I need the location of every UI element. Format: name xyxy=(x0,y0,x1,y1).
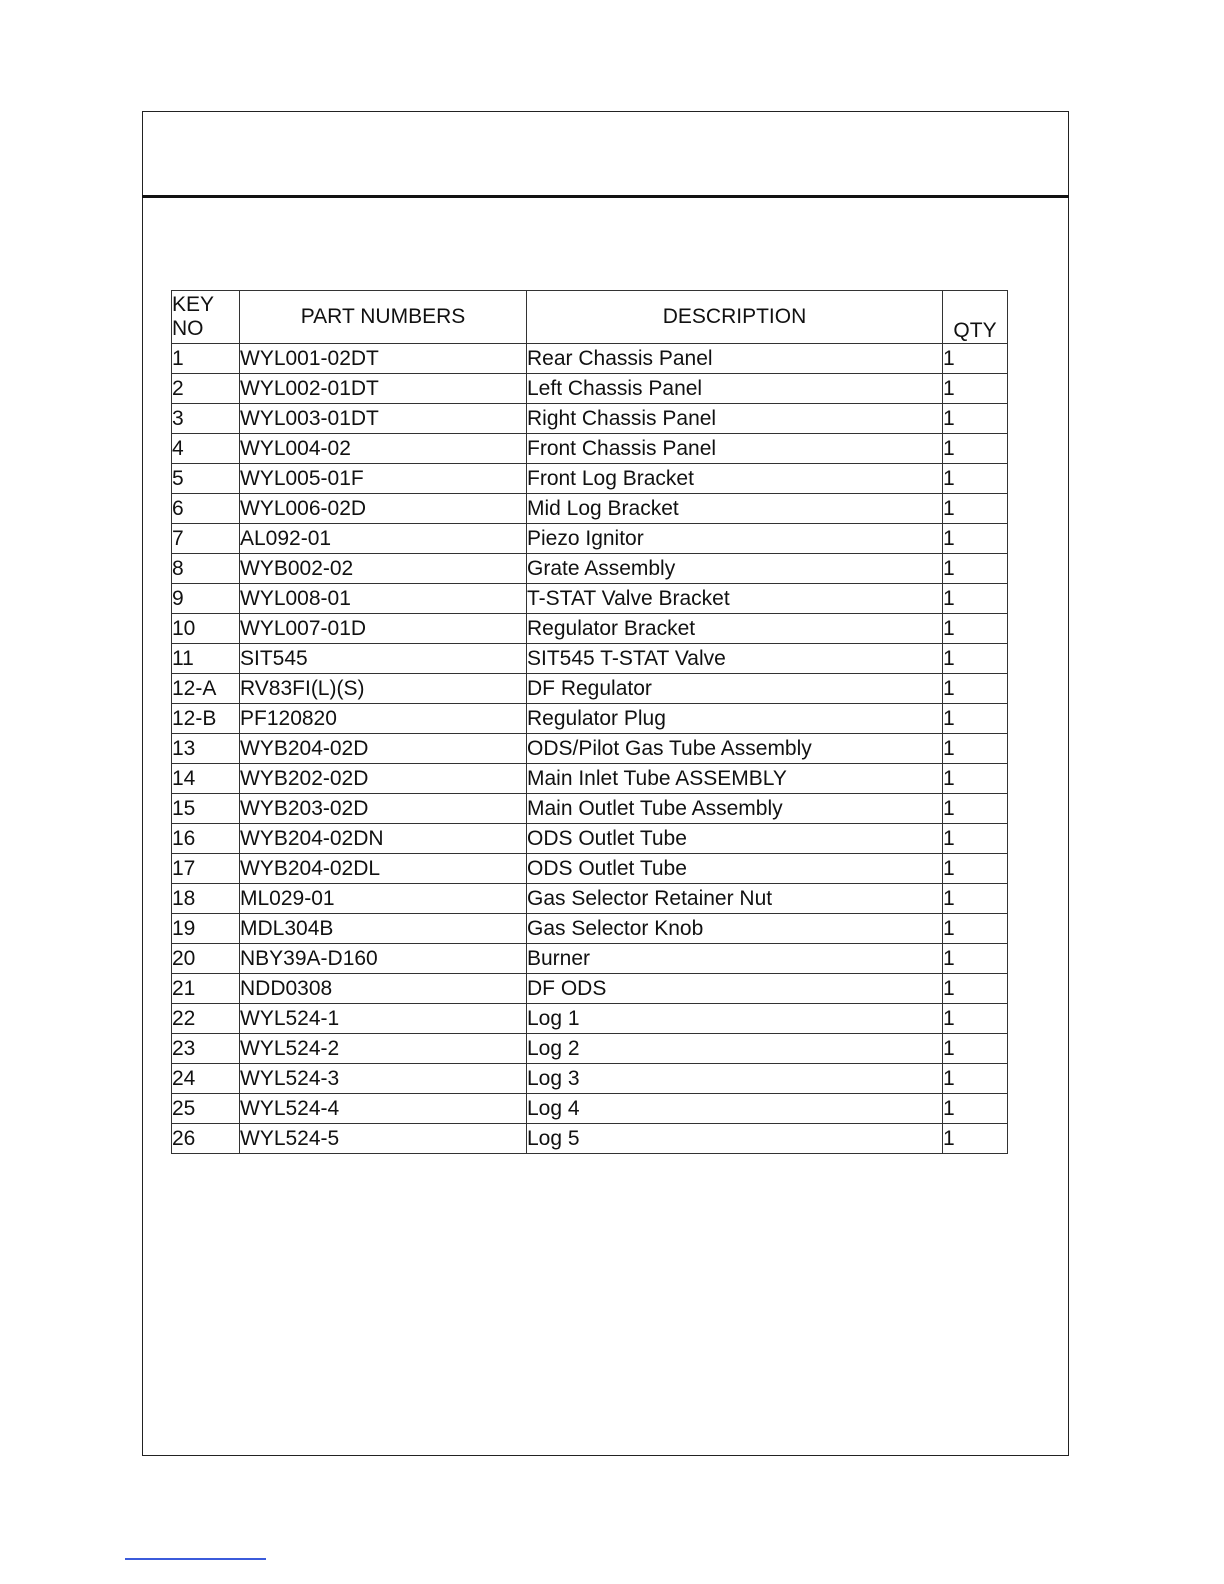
part-number-cell: WYB204-02D xyxy=(240,734,527,764)
part-number-cell: WYL524-5 xyxy=(240,1124,527,1154)
description-cell: DF ODS xyxy=(527,974,943,1004)
description-cell: Log 2 xyxy=(527,1034,943,1064)
part-number-cell: RV83FI(L)(S) xyxy=(240,674,527,704)
key-no-cell: 2 xyxy=(172,374,240,404)
description-cell: SIT545 T-STAT Valve xyxy=(527,644,943,674)
part-number-cell: NBY39A-D160 xyxy=(240,944,527,974)
key-no-cell: 24 xyxy=(172,1064,240,1094)
key-no-cell: 7 xyxy=(172,524,240,554)
qty-cell: 1 xyxy=(943,344,1008,374)
key-no-cell: 22 xyxy=(172,1004,240,1034)
qty-cell: 1 xyxy=(943,404,1008,434)
key-no-cell: 19 xyxy=(172,914,240,944)
table-row xyxy=(172,584,1008,614)
description-cell: Left Chassis Panel xyxy=(527,374,943,404)
parts-table xyxy=(171,290,1008,1154)
key-no-cell: 25 xyxy=(172,1094,240,1124)
description-cell: T-STAT Valve Bracket xyxy=(527,584,943,614)
key-no-cell: 11 xyxy=(172,644,240,674)
part-number-cell: WYL001-02DT xyxy=(240,344,527,374)
part-number-cell: ML029-01 xyxy=(240,884,527,914)
key-no-cell: 18 xyxy=(172,884,240,914)
qty-cell: 1 xyxy=(943,974,1008,1004)
part-number-cell: WYL005-01F xyxy=(240,464,527,494)
table-row xyxy=(172,944,1008,974)
key-no-cell: 20 xyxy=(172,944,240,974)
key-no-cell: 21 xyxy=(172,974,240,1004)
table-row xyxy=(172,554,1008,584)
key-no-cell: 13 xyxy=(172,734,240,764)
description-cell: Gas Selector Knob xyxy=(527,914,943,944)
key-no-cell: 12-B xyxy=(172,704,240,734)
qty-cell: 1 xyxy=(943,494,1008,524)
table-row xyxy=(172,854,1008,884)
table-row xyxy=(172,614,1008,644)
qty-cell: 1 xyxy=(943,374,1008,404)
key-no-cell: 14 xyxy=(172,764,240,794)
qty-cell: 1 xyxy=(943,914,1008,944)
description-cell: Main Outlet Tube Assembly xyxy=(527,794,943,824)
qty-cell: 1 xyxy=(943,794,1008,824)
description-cell: Gas Selector Retainer Nut xyxy=(527,884,943,914)
table-row xyxy=(172,524,1008,554)
description-cell: Regulator Bracket xyxy=(527,614,943,644)
description-cell: Right Chassis Panel xyxy=(527,404,943,434)
key-no-cell: 6 xyxy=(172,494,240,524)
table-row xyxy=(172,374,1008,404)
key-no-cell: 15 xyxy=(172,794,240,824)
table-row xyxy=(172,764,1008,794)
part-number-cell: WYB002-02 xyxy=(240,554,527,584)
qty-cell: 1 xyxy=(943,554,1008,584)
qty-cell: 1 xyxy=(943,1034,1008,1064)
table-row xyxy=(172,674,1008,704)
qty-cell: 1 xyxy=(943,434,1008,464)
qty-cell: 1 xyxy=(943,734,1008,764)
key-no-cell: 10 xyxy=(172,614,240,644)
key-no-cell: 26 xyxy=(172,1124,240,1154)
description-cell: ODS/Pilot Gas Tube Assembly xyxy=(527,734,943,764)
description-cell: Log 5 xyxy=(527,1124,943,1154)
part-number-cell: AL092-01 xyxy=(240,524,527,554)
part-number-cell: WYL004-02 xyxy=(240,434,527,464)
part-number-cell: WYL002-01DT xyxy=(240,374,527,404)
description-cell: ODS Outlet Tube xyxy=(527,824,943,854)
table-row xyxy=(172,464,1008,494)
table-row xyxy=(172,884,1008,914)
qty-cell: 1 xyxy=(943,764,1008,794)
header-description: DESCRIPTION xyxy=(527,291,943,344)
part-number-cell: WYB204-02DL xyxy=(240,854,527,884)
key-no-cell: 23 xyxy=(172,1034,240,1064)
qty-cell: 1 xyxy=(943,1124,1008,1154)
key-no-cell: 12-A xyxy=(172,674,240,704)
part-number-cell: PF120820 xyxy=(240,704,527,734)
part-number-cell: NDD0308 xyxy=(240,974,527,1004)
table-row xyxy=(172,914,1008,944)
part-number-cell: SIT545 xyxy=(240,644,527,674)
part-number-cell: WYL008-01 xyxy=(240,584,527,614)
qty-cell: 1 xyxy=(943,674,1008,704)
key-no-cell: 9 xyxy=(172,584,240,614)
description-cell: Log 4 xyxy=(527,1094,943,1124)
table-row xyxy=(172,734,1008,764)
table-row xyxy=(172,794,1008,824)
description-cell: Log 1 xyxy=(527,1004,943,1034)
table-row xyxy=(172,494,1008,524)
description-cell: Front Log Bracket xyxy=(527,464,943,494)
description-cell: Piezo Ignitor xyxy=(527,524,943,554)
description-cell: Log 3 xyxy=(527,1064,943,1094)
qty-cell: 1 xyxy=(943,944,1008,974)
table-row xyxy=(172,1004,1008,1034)
table-row xyxy=(172,974,1008,1004)
header-part-numbers: PART NUMBERS xyxy=(240,291,527,344)
key-no-cell: 8 xyxy=(172,554,240,584)
qty-cell: 1 xyxy=(943,584,1008,614)
description-cell: ODS Outlet Tube xyxy=(527,854,943,884)
qty-cell: 1 xyxy=(943,854,1008,884)
key-no-cell: 3 xyxy=(172,404,240,434)
table-row xyxy=(172,1124,1008,1154)
table-row xyxy=(172,1064,1008,1094)
header-qty: QTY xyxy=(943,291,1008,344)
header-divider xyxy=(142,195,1069,198)
table-row xyxy=(172,824,1008,854)
key-no-cell: 16 xyxy=(172,824,240,854)
part-number-cell: MDL304B xyxy=(240,914,527,944)
description-cell: Regulator Plug xyxy=(527,704,943,734)
qty-cell: 1 xyxy=(943,824,1008,854)
part-number-cell: WYL524-2 xyxy=(240,1034,527,1064)
description-cell: Burner xyxy=(527,944,943,974)
part-number-cell: WYL524-3 xyxy=(240,1064,527,1094)
parts-table-body xyxy=(172,344,1008,1154)
key-no-cell: 4 xyxy=(172,434,240,464)
description-cell: Grate Assembly xyxy=(527,554,943,584)
qty-cell: 1 xyxy=(943,614,1008,644)
description-cell: Main Inlet Tube ASSEMBLY xyxy=(527,764,943,794)
part-number-cell: WYL524-4 xyxy=(240,1094,527,1124)
header-key-line2: NO xyxy=(172,317,204,340)
table-row xyxy=(172,644,1008,674)
description-cell: Rear Chassis Panel xyxy=(527,344,943,374)
part-number-cell: WYL006-02D xyxy=(240,494,527,524)
table-row xyxy=(172,344,1008,374)
qty-cell: 1 xyxy=(943,1004,1008,1034)
description-cell: DF Regulator xyxy=(527,674,943,704)
table-row xyxy=(172,704,1008,734)
qty-cell: 1 xyxy=(943,524,1008,554)
description-cell: Front Chassis Panel xyxy=(527,434,943,464)
qty-cell: 1 xyxy=(943,884,1008,914)
part-number-cell: WYL007-01D xyxy=(240,614,527,644)
part-number-cell: WYB203-02D xyxy=(240,794,527,824)
part-number-cell: WYB204-02DN xyxy=(240,824,527,854)
table-row xyxy=(172,1034,1008,1064)
qty-cell: 1 xyxy=(943,1064,1008,1094)
qty-cell: 1 xyxy=(943,644,1008,674)
key-no-cell: 17 xyxy=(172,854,240,884)
part-number-cell: WYL003-01DT xyxy=(240,404,527,434)
qty-cell: 1 xyxy=(943,464,1008,494)
key-no-cell: 1 xyxy=(172,344,240,374)
description-cell: Mid Log Bracket xyxy=(527,494,943,524)
header-key-line1: KEY xyxy=(172,293,215,316)
footer-link-underline xyxy=(125,1558,266,1560)
qty-cell: 1 xyxy=(943,1094,1008,1124)
key-no-cell: 5 xyxy=(172,464,240,494)
header-key-no xyxy=(172,291,240,344)
part-number-cell: WYL524-1 xyxy=(240,1004,527,1034)
table-row xyxy=(172,404,1008,434)
part-number-cell: WYB202-02D xyxy=(240,764,527,794)
table-row xyxy=(172,434,1008,464)
table-row xyxy=(172,1094,1008,1124)
qty-cell: 1 xyxy=(943,704,1008,734)
table-header-row xyxy=(172,291,1008,344)
